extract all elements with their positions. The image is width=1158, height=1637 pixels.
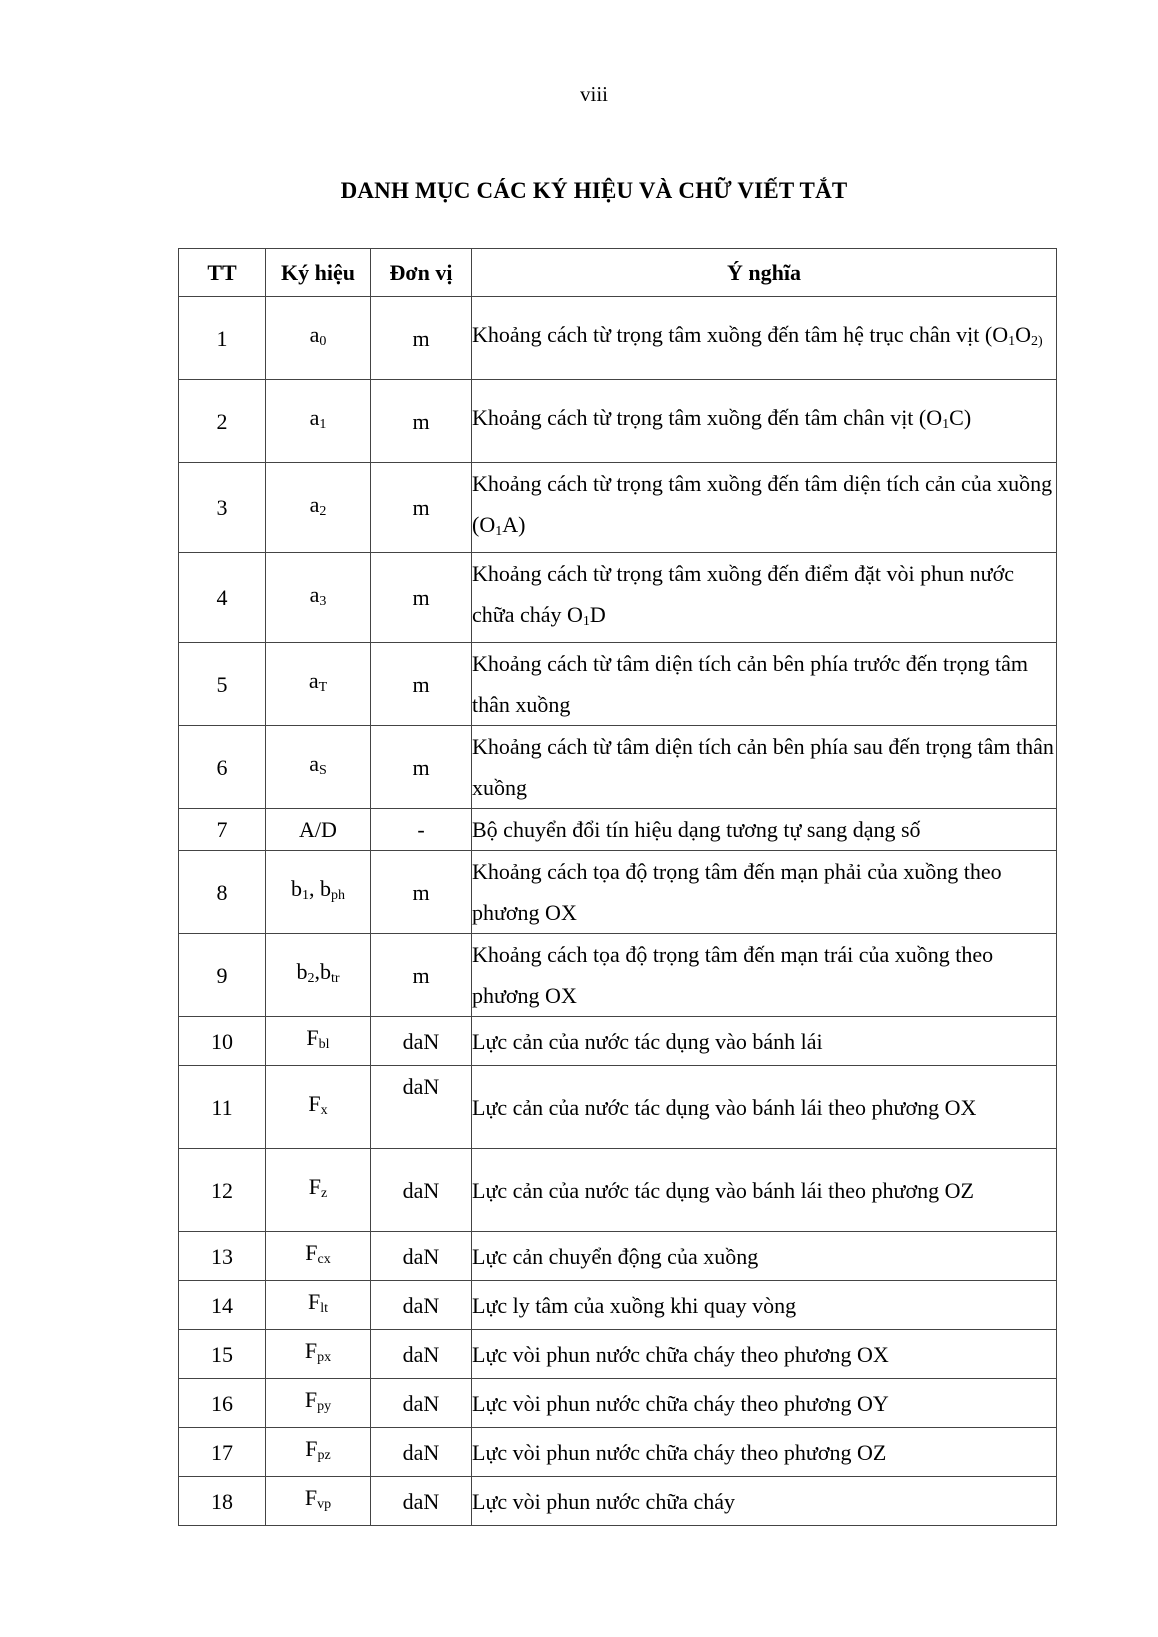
meaning-cell: Khoảng cách tọa độ trọng tâm đến mạn phải của xuồng theo phương OX — [472, 851, 1057, 934]
table-row — [179, 1330, 1057, 1379]
unit-cell: m — [371, 380, 472, 463]
unit-cell: daN — [371, 1330, 472, 1379]
row-number: 17 — [179, 1428, 266, 1477]
row-number: 9 — [179, 934, 266, 1017]
table-row — [179, 1017, 1057, 1066]
meaning-cell: Khoảng cách từ tâm diện tích cản bên phía sau đến trọng tâm thân xuồng — [472, 726, 1057, 809]
table-row — [179, 463, 1057, 553]
symbol-cell: $F_{lt}$ — [266, 1281, 371, 1330]
unit-cell: m — [371, 934, 472, 1017]
meaning-cell: Lực ly tâm của xuồng khi quay vòng — [472, 1281, 1057, 1330]
unit-cell: daN — [371, 1066, 472, 1149]
symbol-cell: $b_1$, $b_{ph}$ — [266, 851, 371, 934]
table-row — [179, 643, 1057, 726]
table-row — [179, 851, 1057, 934]
unit-cell: daN — [371, 1232, 472, 1281]
row-number: 2 — [179, 380, 266, 463]
header-unit: Đơn vị — [371, 249, 472, 297]
unit-cell: daN — [371, 1149, 472, 1232]
symbol-cell: $a_1$ — [266, 380, 371, 463]
symbol-cell: $a_0$ — [266, 297, 371, 380]
symbol-cell: $F_x$ — [266, 1066, 371, 1149]
symbol-cell: $F_{px}$ — [266, 1330, 371, 1379]
row-number: 11 — [179, 1066, 266, 1149]
unit-cell: m — [371, 726, 472, 809]
unit-cell: m — [371, 643, 472, 726]
page-title: DANH MỤC CÁC KÝ HIỆU VÀ CHỮ VIẾT TẮT — [340, 178, 848, 203]
symbol-cell: $F_{bl}$ — [266, 1017, 371, 1066]
symbol-cell: $a_2$ — [266, 463, 371, 553]
table-row — [179, 934, 1057, 1017]
table-row — [179, 553, 1057, 643]
unit-cell: m — [371, 851, 472, 934]
unit-cell: daN — [371, 1379, 472, 1428]
meaning-cell: Khoảng cách từ trọng tâm xuồng đến điểm đặt vòi phun nước chữa cháy $O_1D$ — [472, 553, 1057, 643]
row-number: 12 — [179, 1149, 266, 1232]
table-row — [179, 1232, 1057, 1281]
unit-cell: m — [371, 553, 472, 643]
table-row — [179, 1477, 1057, 1526]
symbol-cell: $F_z$ — [266, 1149, 371, 1232]
unit-cell: daN — [371, 1477, 472, 1526]
row-number: 7 — [179, 809, 266, 851]
row-number: 8 — [179, 851, 266, 934]
symbol-cell: $a_3$ — [266, 553, 371, 643]
page-number: viii — [579, 82, 608, 106]
meaning-cell: Khoảng cách từ trọng tâm xuồng đến tâm hệ trục chân vịt ($O_1O_{2)}$ — [472, 297, 1057, 380]
row-number: 1 — [179, 297, 266, 380]
unit-cell: m — [371, 463, 472, 553]
row-number: 4 — [179, 553, 266, 643]
symbol-cell: $F_{pz}$ — [266, 1428, 371, 1477]
row-number: 10 — [179, 1017, 266, 1066]
row-number: 18 — [179, 1477, 266, 1526]
meaning-cell: Lực cản chuyển động của xuồng — [472, 1232, 1057, 1281]
meaning-cell: Bộ chuyển đổi tín hiệu dạng tương tự sang dạng số — [472, 809, 1057, 851]
row-number: 13 — [179, 1232, 266, 1281]
table-row — [179, 1428, 1057, 1477]
meaning-cell: Khoảng cách tọa độ trọng tâm đến mạn trái của xuồng theo phương OX — [472, 934, 1057, 1017]
table-row — [179, 809, 1057, 851]
table-row — [179, 1066, 1057, 1149]
unit-cell: daN — [371, 1281, 472, 1330]
row-number: 6 — [179, 726, 266, 809]
meaning-cell: Lực vòi phun nước chữa cháy theo phương OX — [472, 1330, 1057, 1379]
unit-cell: daN — [371, 1017, 472, 1066]
row-number: 14 — [179, 1281, 266, 1330]
header-symbol: Ký hiệu — [266, 249, 371, 297]
unit-cell: daN — [371, 1428, 472, 1477]
table-row — [179, 297, 1057, 380]
symbol-cell: A/D — [266, 809, 371, 851]
meaning-cell: Lực cản của nước tác dụng vào bánh lái theo phương OX — [472, 1066, 1057, 1149]
symbol-cell: $F_{py}$ — [266, 1379, 371, 1428]
symbol-cell: $F_{vp}$ — [266, 1477, 371, 1526]
symbols-table — [178, 248, 1057, 1526]
meaning-cell: Lực cản của nước tác dụng vào bánh lái — [472, 1017, 1057, 1066]
symbol-cell: $a_S$ — [266, 726, 371, 809]
table-row — [179, 1149, 1057, 1232]
row-number: 3 — [179, 463, 266, 553]
meaning-cell: Lực cản của nước tác dụng vào bánh lái theo phương OZ — [472, 1149, 1057, 1232]
row-number: 15 — [179, 1330, 266, 1379]
meaning-cell: Khoảng cách từ tâm diện tích cản bên phía trước đến trọng tâm thân xuồng — [472, 643, 1057, 726]
meaning-cell: Lực vòi phun nước chữa cháy — [472, 1477, 1057, 1526]
table-header-row — [179, 249, 1057, 297]
meaning-cell: Lực vòi phun nước chữa cháy theo phương OY — [472, 1379, 1057, 1428]
row-number: 5 — [179, 643, 266, 726]
unit-cell: m — [371, 297, 472, 380]
meaning-cell: Khoảng cách từ trọng tâm xuồng đến tâm chân vịt $(O_1C)$ — [472, 380, 1057, 463]
row-number: 16 — [179, 1379, 266, 1428]
symbol-cell: $b_2,b_{tr}$ — [266, 934, 371, 1017]
symbol-cell: $a_T$ — [266, 643, 371, 726]
table-row — [179, 380, 1057, 463]
table-row — [179, 1379, 1057, 1428]
header-tt: TT — [179, 249, 266, 297]
unit-cell: - — [371, 809, 472, 851]
meaning-cell: Lực vòi phun nước chữa cháy theo phương OZ — [472, 1428, 1057, 1477]
meaning-cell: Khoảng cách từ trọng tâm xuồng đến tâm diện tích cản của xuồng $(O_1A)$ — [472, 463, 1057, 553]
table-row — [179, 726, 1057, 809]
symbol-cell: $F_{cx}$ — [266, 1232, 371, 1281]
header-meaning: Ý nghĩa — [472, 249, 1057, 297]
table-row — [179, 1281, 1057, 1330]
